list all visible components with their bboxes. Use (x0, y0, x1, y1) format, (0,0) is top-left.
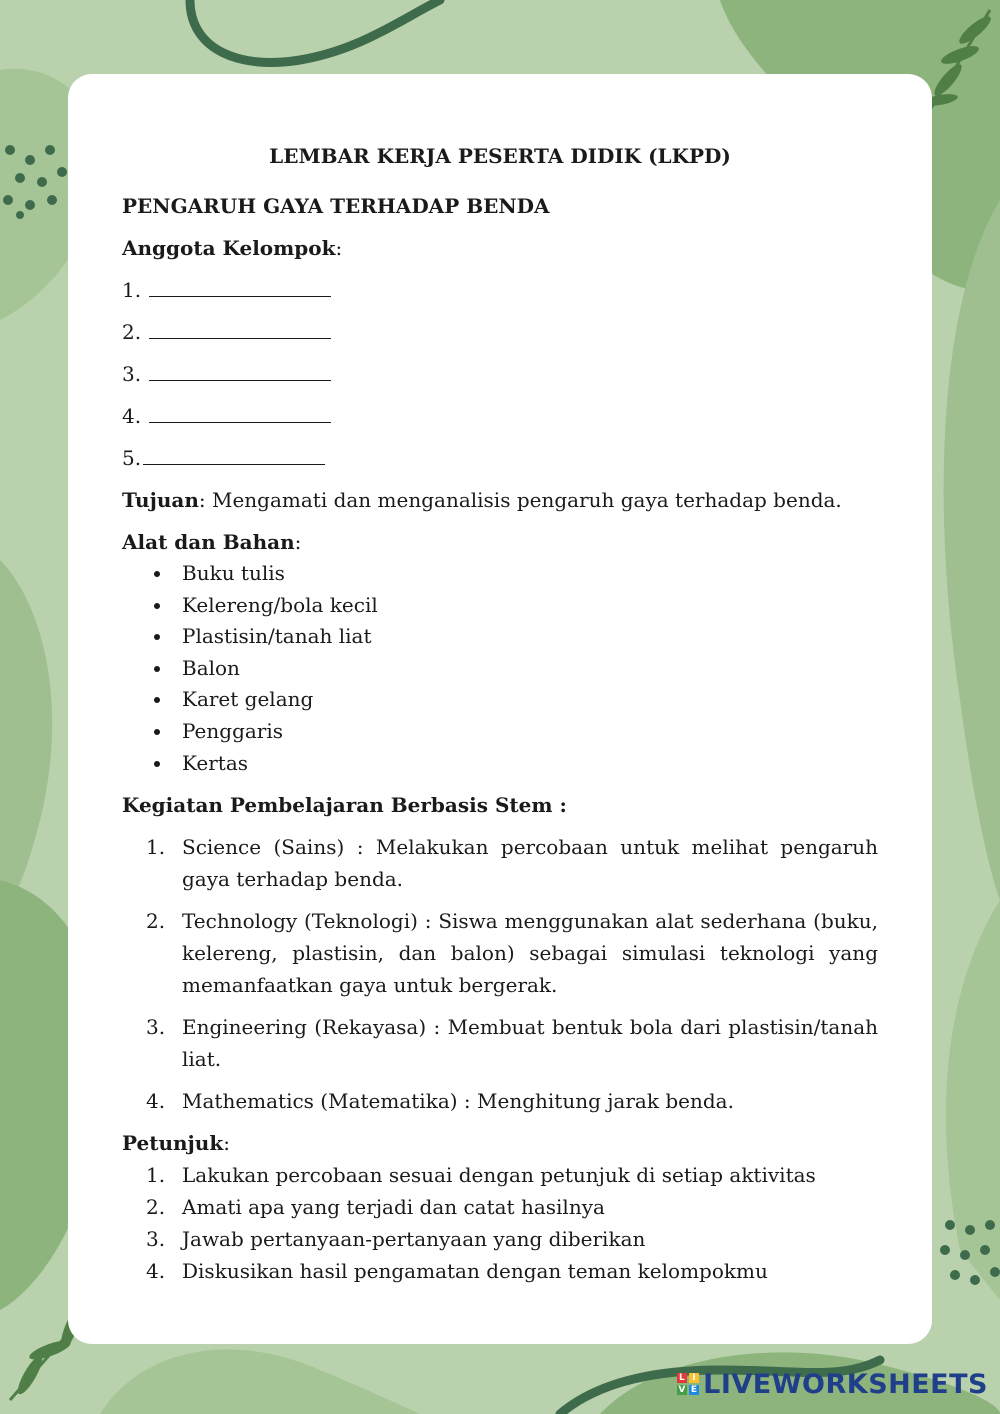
list-item: Penggaris (122, 716, 878, 748)
bullet-icon (154, 729, 160, 735)
list-item: 3. Jawab pertanyaan-pertanyaan yang diberikan (146, 1227, 646, 1252)
list-item: Kelereng/bola kecil (122, 590, 878, 622)
bullet-icon (154, 697, 160, 703)
materials-colon: : (294, 530, 302, 554)
member-number: 3. (122, 362, 142, 386)
instructions-label: Petunjuk (122, 1131, 224, 1156)
member-number: 2. (122, 320, 142, 344)
topic-heading: PENGARUH GAYA TERHADAP BENDA (122, 194, 550, 218)
member-name-blank[interactable] (143, 442, 325, 465)
instructions-colon: : (223, 1131, 230, 1156)
list-item: 4. Mathematics (Matematika) : Menghitung jarak benda. (146, 1089, 734, 1114)
worksheet-content (122, 140, 878, 1297)
instructions-list (122, 1159, 878, 1287)
member-row (122, 400, 878, 432)
list-item: 1. Lakukan percobaan sesuai dengan petunjuk di setiap aktivitas (146, 1163, 816, 1188)
liveworksheets-logo-text: LIVEWORKSHEETS (703, 1368, 988, 1400)
liveworksheets-logo (677, 1364, 988, 1404)
objective (122, 484, 878, 516)
list-item: 3. Engineering (Rekayasa) : Membuat bentuk bola dari plastisin/tanah liat. (146, 1015, 878, 1072)
member-number: 5. (122, 446, 142, 470)
member-name-blank[interactable] (149, 358, 331, 381)
page-title: LEMBAR KERJA PESERTA DIDIK (LKPD) (269, 144, 731, 168)
liveworksheets-logo-icon: L I V E (678, 1373, 698, 1395)
bullet-icon (154, 666, 160, 672)
objective-text: : Mengamati dan menganalisis pengaruh gaya terhadap benda. (198, 488, 842, 512)
member-number: 1. (122, 278, 142, 302)
members-label: Anggota Kelompok (122, 236, 336, 260)
member-row (122, 316, 878, 348)
list-item: 2. Amati apa yang terjadi dan catat hasilnya (146, 1195, 605, 1220)
list-item: Buku tulis (122, 558, 878, 590)
member-name-blank[interactable] (149, 316, 331, 339)
members-heading (122, 232, 878, 264)
materials-label: Alat dan Bahan (122, 530, 295, 554)
list-item: Balon (122, 653, 878, 685)
members-colon: : (335, 236, 343, 260)
list-item: Karet gelang (122, 684, 878, 716)
activities-heading: Kegiatan Pembelajaran Berbasis Stem : (122, 793, 567, 818)
bullet-icon (154, 571, 160, 577)
list-item: 1. Science (Sains) : Melakukan percobaan untuk melihat pengaruh gaya terhadap benda. (146, 835, 878, 892)
instructions-heading (122, 1127, 878, 1159)
member-row (122, 358, 878, 390)
member-name-blank[interactable] (149, 400, 331, 423)
member-name-blank[interactable] (149, 274, 331, 297)
list-item: 2. Technology (Teknologi) : Siswa menggunakan alat sederhana (buku, kelereng, plastisin, dan balon) sebagai simulasi teknologi yang memanfaatkan gaya untuk bergerak. (146, 909, 878, 998)
objective-label: Tujuan (122, 488, 199, 512)
materials-heading (122, 526, 878, 558)
materials-list (122, 558, 878, 779)
bullet-icon (154, 761, 160, 767)
bullet-icon (154, 603, 160, 609)
list-item: 4. Diskusikan hasil pengamatan dengan teman kelompokmu (146, 1259, 768, 1284)
list-item: Kertas (122, 748, 878, 780)
list-item: Plastisin/tanah liat (122, 621, 878, 653)
member-row (122, 274, 878, 306)
activities-list (122, 831, 878, 1117)
member-number: 4. (122, 404, 142, 428)
bullet-icon (154, 634, 160, 640)
member-row (122, 442, 878, 474)
